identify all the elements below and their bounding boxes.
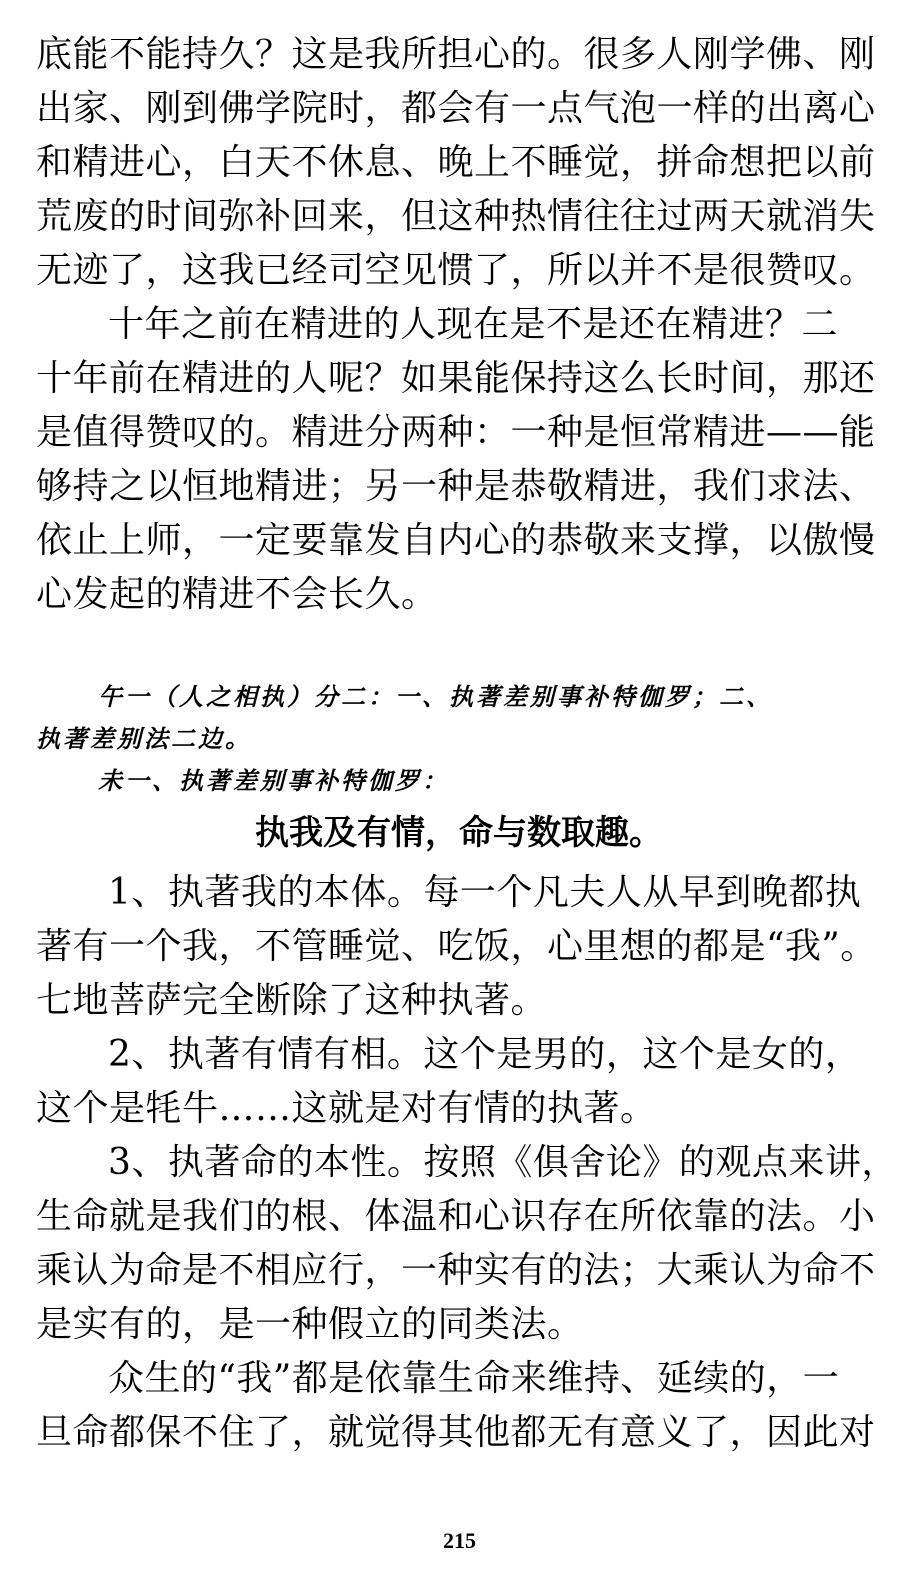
text-line: 出家、刚到佛学院时，都会有一点气泡一样的出离心	[36, 88, 876, 129]
page-content	[36, 28, 898, 1460]
paragraph-2	[36, 298, 882, 622]
text-line: 是实有的，是一种假立的同类法。	[36, 1304, 584, 1345]
text-line: 和精进心，白天不休息、晚上不睡觉，拼命想把以前	[36, 142, 876, 183]
text-line: 2、执著有情有相。这个是男的，这个是女的，	[108, 1034, 862, 1075]
root-verse: 执我及有情，命与数取趣。	[255, 813, 663, 853]
text-line: 这个是牦牛……这就是对有情的执著。	[36, 1088, 657, 1129]
section-spacer	[36, 622, 882, 676]
text-line: 荒废的时间弥补回来，但这种热情往往过两天就消失	[36, 196, 876, 237]
text-line: 依止上师，一定要靠发自内心的恭敬来支撑，以傲慢	[36, 520, 876, 561]
heading-line: 执著差别法二边。	[36, 724, 252, 753]
section-heading-1	[36, 676, 882, 760]
paragraph-5	[36, 1136, 898, 1352]
text-line: 无迹了，这我已经司空见惯了，所以并不是很赞叹。	[36, 250, 876, 291]
text-line: 够持之以恒地精进；另一种是恭敬精进，我们求法、	[36, 466, 876, 507]
text-line: 1、执著我的本体。每一个凡夫人从早到晚都执	[108, 872, 862, 913]
page-number: 215	[443, 1528, 476, 1553]
text-line: 众生的“我”都是依靠生命来维持、延续的，一	[108, 1358, 840, 1399]
paragraph-4	[36, 1028, 882, 1136]
text-line: 是值得赞叹的。精进分两种：一种是恒常精进——能	[36, 412, 876, 453]
text-line: 底能不能持久？这是我所担心的。很多人刚学佛、刚	[36, 34, 876, 75]
section-heading-2: 未一、执著差别事补特伽罗：	[98, 766, 449, 795]
text-line: 著有一个我，不管睡觉、吃饭，心里想的都是“我”。	[36, 926, 877, 967]
paragraph-1	[36, 28, 882, 298]
text-line: 十年之前在精进的人现在是不是还在精进？二	[108, 304, 839, 345]
text-line: 十年前在精进的人呢？如果能保持这么长时间，那还	[36, 358, 876, 399]
text-line: 3、执著命的本性。按照《俱舍论》的观点来讲，	[108, 1142, 898, 1183]
text-line: 乘认为命是不相应行，一种实有的法；大乘认为命不	[36, 1250, 876, 1291]
paragraph-3	[36, 866, 882, 1028]
text-line: 生命就是我们的根、体温和心识存在所依靠的法。小	[36, 1196, 876, 1237]
heading-line: 午一（人之相执）分二：一、执著差别事补特伽罗；二、	[98, 682, 773, 711]
paragraph-6	[36, 1352, 882, 1460]
text-line: 心发起的精进不会长久。	[36, 574, 438, 615]
text-line: 七地菩萨完全断除了这种执著。	[36, 980, 548, 1021]
text-line: 旦命都保不住了，就觉得其他都无有意义了，因此对	[36, 1412, 876, 1453]
